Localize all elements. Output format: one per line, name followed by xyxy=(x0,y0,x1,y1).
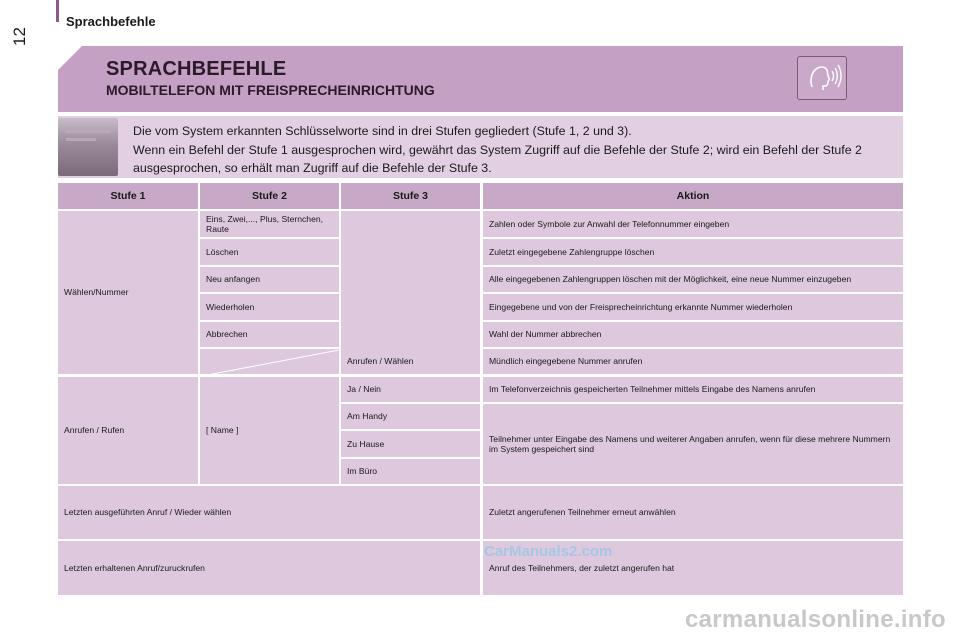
voice-speaking-icon xyxy=(797,56,847,100)
inline-watermark: CarManuals2.com xyxy=(484,543,613,560)
section-label: Sprachbefehle xyxy=(66,14,156,29)
aktion-cell: Mündlich eingegebene Nummer anrufen xyxy=(483,349,903,374)
aktion-cell: Wahl der Nummer abbrechen xyxy=(483,322,903,347)
intro-text xyxy=(133,122,898,178)
stufe2-cell: Wiederholen xyxy=(200,294,339,320)
aktion-cell: Zuletzt angerufenen Teilnehmer erneut anwählen xyxy=(483,486,903,539)
stufe2-name: [ Name ] xyxy=(200,377,339,484)
column-header-aktion: Aktion xyxy=(483,183,903,209)
aktion-cell: Alle eingegebenen Zahlengruppen löschen mit der Möglichkeit, eine neue Nummer einzugeben xyxy=(483,267,903,292)
stufe2-cell: Eins, Zwei,..., Plus, Sternchen, Raute xyxy=(200,211,339,237)
page-title: SPRACHBEFEHLE xyxy=(106,58,287,80)
page-number: 12 xyxy=(10,27,29,46)
stufe2-cell: Neu anfangen xyxy=(200,267,339,292)
aktion-cell: Im Telefonverzeichnis gespeicherten Teilnehmer mittels Eingabe des Namens anrufen xyxy=(483,377,903,402)
intro-line-2: Wenn ein Befehl der Stufe 1 ausgesprochen wird, gewährt das System Zugriff auf die Befehle der Stufe 2; wird ein Befehl der Stufe 2 ausgesprochen, so erhält man Zugriff auf die Befehle der Stufe 3. xyxy=(133,142,862,175)
stufe3-cell: Am Handy xyxy=(341,404,480,429)
stufe3-cell: Im Büro xyxy=(341,459,480,484)
column-header-stufe2: Stufe 2 xyxy=(200,183,339,209)
page-subtitle: MOBILTELEFON MIT FREISPRECHEINRICHTUNG xyxy=(106,82,435,98)
stufe2-cell: Abbrechen xyxy=(200,322,339,347)
command-wieder-waehlen: Letzten ausgeführten Anruf / Wieder wählen xyxy=(58,486,480,539)
stufe3-anrufen-waehlen: Anrufen / Wählen xyxy=(341,211,480,374)
aktion-cell: Eingegebene und von der Freisprecheinrichtung erkannte Nummer wiederholen xyxy=(483,294,903,320)
dashboard-photo xyxy=(58,118,118,176)
command-zurueckrufen: Letzten erhaltenen Anruf/zuruckrufen xyxy=(58,541,480,595)
column-header-stufe3: Stufe 3 xyxy=(341,183,480,209)
section-marker-bar xyxy=(56,0,59,22)
aktion-cell: Zahlen oder Symbole zur Anwahl der Telefonnummer eingeben xyxy=(483,211,903,237)
footer-watermark: carmanualsonline.info xyxy=(685,606,947,633)
stufe3-cell: Zu Hause xyxy=(341,431,480,457)
stufe1-waehlen-nummer: Wählen/Nummer xyxy=(58,211,198,374)
column-header-stufe1: Stufe 1 xyxy=(58,183,198,209)
stufe3-cell: Ja / Nein xyxy=(341,377,480,402)
stufe1-anrufen-rufen: Anrufen / Rufen xyxy=(58,377,198,484)
stufe2-cell: Löschen xyxy=(200,239,339,265)
aktion-cell: Zuletzt eingegebene Zahlengruppe löschen xyxy=(483,239,903,265)
intro-line-1: Die vom System erkannten Schlüsselworte sind in drei Stufen gegliedert (Stufe 1, 2 und 3). xyxy=(133,124,632,138)
aktion-cell: Anruf des Teilnehmers, der zuletzt angerufen hat xyxy=(483,541,903,595)
diagonal-divider xyxy=(202,350,339,376)
aktion-merged-cell: Teilnehmer unter Eingabe des Namens und weiterer Angaben anrufen, wenn für diese mehrere Nummern im System gespeichert sind xyxy=(483,404,903,484)
